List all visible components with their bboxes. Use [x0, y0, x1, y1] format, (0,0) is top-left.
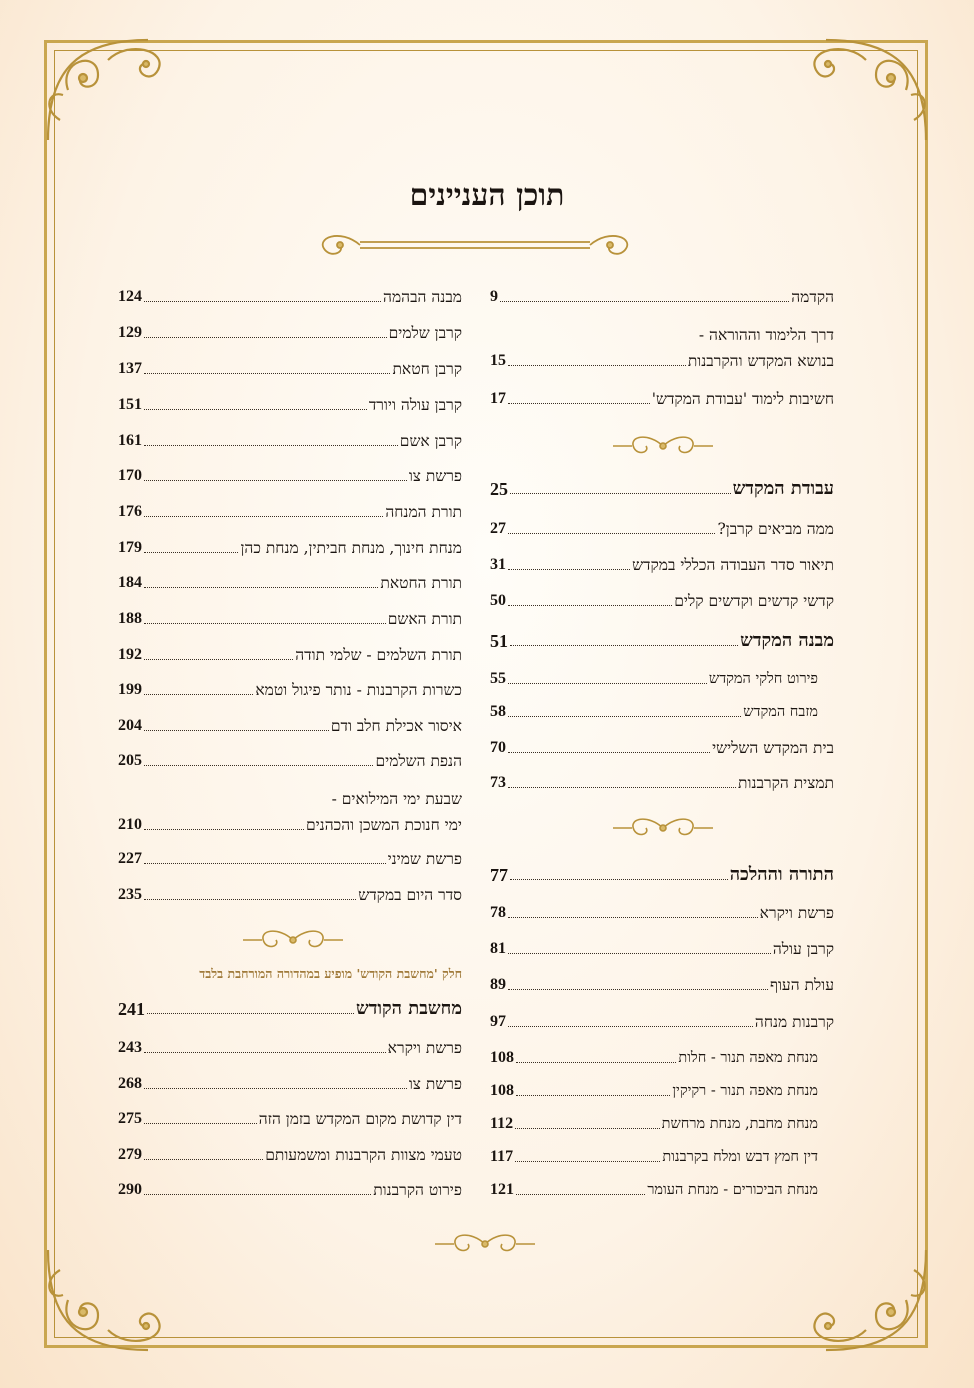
toc-entry[interactable]	[490, 739, 834, 757]
dot-leader	[508, 989, 768, 990]
dot-leader	[510, 493, 731, 494]
toc-entry-page: 50	[490, 592, 506, 609]
dot-leader	[144, 829, 304, 830]
toc-entry-page: 279	[118, 1146, 142, 1163]
toc-entry[interactable]	[118, 432, 462, 450]
toc-entry[interactable]	[490, 774, 834, 792]
dot-leader	[144, 480, 407, 481]
toc-entry[interactable]	[490, 1013, 834, 1031]
toc-entry-title: פרשת ויקרא	[387, 1039, 462, 1057]
toc-entry-title: תיאור סדר העבודה הכללי במקדש	[632, 556, 834, 574]
toc-entry-page: 170	[118, 467, 142, 484]
dot-leader	[144, 373, 390, 374]
toc-section-heading[interactable]	[490, 480, 834, 498]
toc-entry-title: התורה וההלכה	[729, 864, 834, 885]
toc-entry-title: בית המקדש השלישי	[712, 739, 834, 757]
divider-ornament-icon	[238, 924, 348, 956]
toc-entry-page: 81	[490, 940, 506, 957]
toc-entry-page: 55	[490, 670, 506, 687]
toc-entry-title: דין קדושת מקום המקדש בזמן הזה	[258, 1110, 462, 1128]
toc-entry-page: 73	[490, 774, 506, 791]
dot-leader	[144, 863, 386, 864]
toc-entry-title: הקדמה	[791, 288, 834, 306]
toc-entry-page: 58	[490, 703, 506, 720]
dot-leader	[144, 587, 378, 588]
toc-entry-page: 108	[490, 1049, 514, 1066]
dot-leader	[144, 1194, 371, 1195]
dot-leader	[144, 765, 373, 766]
toc-entry-title: פרשת צו	[408, 467, 462, 485]
toc-entry-title: קרבן שלמים	[388, 324, 462, 342]
toc-entry-title: פרשת צו	[408, 1075, 462, 1093]
dot-leader	[508, 683, 707, 684]
toc-entry-title: מנחת הביכורים - מנחת העומר	[647, 1182, 818, 1198]
dot-leader	[508, 365, 686, 366]
toc-entry[interactable]	[118, 646, 462, 664]
toc-entry-page: 108	[490, 1082, 514, 1099]
toc-entry-title: תמצית הקרבנות	[738, 774, 834, 792]
toc-entry[interactable]	[118, 1039, 462, 1057]
toc-entry-title: תורת האשם	[387, 610, 462, 628]
dot-leader	[508, 403, 650, 404]
toc-entry-page: 268	[118, 1075, 142, 1092]
dot-leader	[508, 1026, 753, 1027]
toc-entry-title: מנחת חינוך, מנחת חביתין, מנחת כהן	[240, 539, 462, 557]
corner-flourish-icon	[786, 30, 936, 150]
toc-entry-title: תורת המנחה	[385, 503, 462, 521]
toc-entry-title: מזבח המקדש	[743, 704, 818, 720]
toc-entry-title-line1: שבעת ימי המילואים -	[331, 790, 462, 808]
toc-entry-title: קדשי קדשים וקדשים קלים	[674, 592, 834, 610]
toc-subentry[interactable]	[490, 670, 834, 688]
toc-entry-page: 77	[490, 865, 508, 885]
page-title: תוכן העניינים	[409, 178, 565, 213]
toc-entry-title: פירוט חלקי המקדש	[708, 671, 818, 687]
dot-leader	[510, 879, 728, 880]
dot-leader	[144, 445, 398, 446]
dot-leader	[144, 1159, 263, 1160]
dot-leader	[144, 337, 387, 338]
divider-ornament-icon	[608, 430, 718, 462]
dot-leader	[516, 1062, 676, 1063]
toc-entry-title: מבנה המקדש	[740, 630, 834, 651]
dot-leader	[508, 716, 741, 717]
toc-entry-title: קרבן עולה ויורד	[368, 396, 462, 414]
toc-entry-page: 97	[490, 1013, 506, 1030]
toc-entry-title: חשיבות לימוד 'עבודת המקדש'	[651, 390, 834, 408]
dot-leader	[144, 301, 381, 302]
toc-entry[interactable]	[118, 288, 462, 306]
toc-entry-title: איסור אכילת חלב ודם	[330, 717, 462, 735]
toc-entry[interactable]	[490, 904, 834, 922]
toc-entry-page: 227	[118, 850, 142, 867]
toc-entry[interactable]	[118, 324, 462, 342]
dot-leader	[144, 409, 367, 410]
toc-entry-title: דין חמץ דבש ומלח בקרבנות	[662, 1149, 818, 1165]
dot-leader	[508, 569, 630, 570]
toc-entry[interactable]	[118, 1181, 462, 1199]
dot-leader	[508, 917, 758, 918]
toc-entry-page: 9	[490, 288, 498, 305]
toc-entry-page: 27	[490, 520, 506, 537]
toc-entry[interactable]	[490, 288, 834, 306]
toc-entry[interactable]	[118, 850, 462, 868]
toc-section-heading[interactable]	[490, 866, 834, 884]
dot-leader	[144, 552, 238, 553]
toc-subentry[interactable]	[490, 1082, 834, 1100]
dot-leader	[508, 787, 736, 788]
toc-entry-title: בנושא המקדש והקרבנות	[687, 352, 834, 370]
toc-entry-page: 129	[118, 324, 142, 341]
toc-entry-page: 192	[118, 646, 142, 663]
toc-entry[interactable]	[118, 360, 462, 378]
toc-entry-page: 25	[490, 479, 508, 499]
toc-section-heading[interactable]	[118, 1000, 462, 1018]
dot-leader	[508, 953, 771, 954]
toc-entry[interactable]	[118, 396, 462, 414]
dot-leader	[508, 533, 715, 534]
toc-entry-title: מנחת מאפה תנור - רקיקין	[672, 1083, 818, 1099]
dot-leader	[508, 752, 710, 753]
dot-leader	[147, 1013, 354, 1014]
toc-entry-page: 275	[118, 1110, 142, 1127]
dot-leader	[144, 694, 253, 695]
toc-entry-page: 78	[490, 904, 506, 921]
toc-entry[interactable]	[490, 390, 834, 408]
toc-subentry[interactable]	[490, 1049, 834, 1067]
toc-entry-title: כשרות הקרבנות - נותר פיגול וטמא	[255, 681, 462, 699]
toc-entry-title: מחשבת הקודש	[356, 998, 462, 1019]
dot-leader	[144, 1123, 257, 1124]
toc-entry-page: 137	[118, 360, 142, 377]
toc-entry-page: 117	[490, 1148, 514, 1165]
toc-entry[interactable]	[118, 539, 462, 557]
toc-entry[interactable]	[490, 520, 834, 538]
toc-entry-page: 243	[118, 1039, 142, 1056]
toc-entry-title: קרבן אשם	[399, 432, 462, 450]
toc-entry-page: 31	[490, 556, 506, 573]
dot-leader	[516, 1095, 670, 1096]
toc-entry-title: תורת השלמים - שלמי תודה	[295, 646, 462, 664]
dot-leader	[500, 301, 789, 302]
toc-entry[interactable]	[118, 574, 462, 592]
toc-entry-title: קרבנות מנחה	[754, 1013, 834, 1031]
dot-leader	[144, 659, 293, 660]
dot-leader	[144, 1052, 386, 1053]
toc-entry-page: 235	[118, 886, 142, 903]
toc-entry-page: 124	[118, 288, 142, 305]
toc-entry-page: 161	[118, 432, 142, 449]
toc-entry-title: ימי חנוכת המשכן והכהנים	[305, 816, 462, 834]
divider-ornament-icon	[430, 1228, 540, 1260]
toc-section-heading[interactable]	[490, 632, 834, 650]
dot-leader	[144, 516, 383, 517]
divider-ornament-icon	[608, 812, 718, 844]
toc-entry-title: טעמי מצוות הקרבנות ומשמעותם	[265, 1146, 462, 1164]
toc-subentry[interactable]	[490, 1115, 834, 1133]
toc-entry[interactable]	[118, 1146, 462, 1164]
dot-leader	[144, 623, 386, 624]
toc-entry[interactable]	[490, 326, 834, 370]
dot-leader	[515, 1161, 660, 1162]
dot-leader	[144, 730, 329, 731]
toc-entry-page: 70	[490, 739, 506, 756]
toc-entry[interactable]	[118, 752, 462, 770]
dot-leader	[510, 645, 738, 646]
toc-entry-title: עבודת המקדש	[732, 478, 834, 499]
toc-entry[interactable]	[490, 592, 834, 610]
toc-entry-title: הנפת השלמים	[375, 752, 462, 770]
toc-entry-page: 290	[118, 1181, 142, 1198]
toc-entry-page: 112	[490, 1115, 514, 1132]
edition-note: חלק 'מחשבת הקודש' מופיע במהדורה המורחבת בלבד	[199, 966, 462, 981]
toc-entry-page: 241	[118, 999, 145, 1019]
divider-ornament-icon	[300, 228, 650, 262]
dot-leader	[515, 1128, 660, 1129]
toc-entry-title: עולת העוף	[769, 976, 834, 994]
toc-entry-title: מבנה הבהמה	[383, 288, 462, 306]
toc-entry-page: 204	[118, 717, 142, 734]
toc-entry-page: 176	[118, 503, 142, 520]
toc-entry-page: 89	[490, 976, 506, 993]
toc-entry-title: ממה מביאים קרבן?	[717, 520, 834, 538]
toc-entry[interactable]	[118, 1110, 462, 1128]
dot-leader	[144, 1088, 407, 1089]
toc-entry-page: 199	[118, 681, 142, 698]
toc-entry-page: 184	[118, 574, 142, 591]
toc-entry-title: תורת החטאת	[380, 574, 462, 592]
toc-entry[interactable]	[490, 940, 834, 958]
toc-subentry[interactable]	[490, 703, 834, 721]
toc-entry-title: מנחת מאפה תנור - חלות	[678, 1050, 818, 1066]
toc-entry-title: קרבן חטאת	[392, 360, 462, 378]
toc-entry-title: סדר היום במקדש	[358, 886, 462, 904]
toc-entry-page: 17	[490, 390, 506, 407]
toc-subentry[interactable]	[490, 1181, 834, 1199]
toc-entry-title: מנחת מחבת, מנחת מרחשת	[661, 1116, 818, 1132]
toc-entry[interactable]	[118, 886, 462, 904]
toc-entry[interactable]	[490, 556, 834, 574]
toc-entry-title: פרשת שמיני	[387, 850, 462, 868]
toc-entry-page: 121	[490, 1181, 514, 1198]
toc-subentry[interactable]	[490, 1148, 834, 1166]
corner-flourish-icon	[786, 1240, 936, 1360]
corner-flourish-icon	[38, 30, 188, 150]
dot-leader	[508, 605, 672, 606]
toc-entry-page: 205	[118, 752, 142, 769]
toc-entry-page: 151	[118, 396, 142, 413]
corner-flourish-icon	[38, 1240, 188, 1360]
toc-entry[interactable]	[118, 610, 462, 628]
toc-entry-page: 188	[118, 610, 142, 627]
toc-entry-title: פירוט הקרבנות	[373, 1181, 462, 1199]
toc-entry[interactable]	[118, 790, 462, 834]
toc-entry-title: קרבן עולה	[772, 940, 834, 958]
toc-entry-page: 15	[490, 352, 506, 369]
toc-entry[interactable]	[118, 681, 462, 699]
dot-leader	[144, 899, 356, 900]
toc-entry-title-line1: דרך הלימוד וההוראה -	[698, 326, 834, 344]
toc-entry[interactable]	[490, 976, 834, 994]
dot-leader	[516, 1194, 645, 1195]
toc-entry[interactable]	[118, 467, 462, 485]
toc-entry-page: 51	[490, 631, 508, 651]
toc-entry-page: 179	[118, 539, 142, 556]
toc-entry[interactable]	[118, 1075, 462, 1093]
toc-entry-page: 210	[118, 816, 142, 833]
toc-entry[interactable]	[118, 717, 462, 735]
toc-entry[interactable]	[118, 503, 462, 521]
toc-entry-title: פרשת ויקרא	[759, 904, 834, 922]
